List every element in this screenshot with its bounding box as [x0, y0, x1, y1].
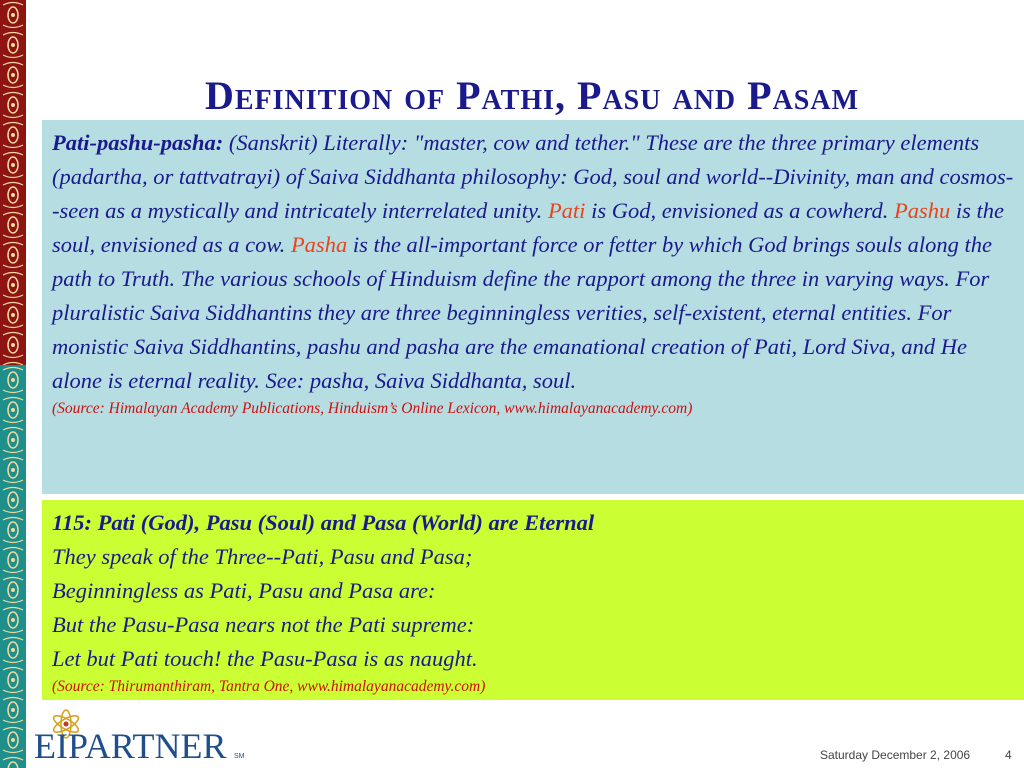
highlight-pashu: Pashu — [893, 198, 951, 223]
eipartner-logo — [32, 706, 247, 768]
definition-text-part: is the all-important force or fetter by which God brings souls along the path to Truth. The various schools of Hinduism define the rapport among the three in varying ways. For pluralistic Saiva Siddhantins they are three beginningless verities, self-existent, eternal entities. For monistic Saiva Siddhantins, pashu and pasha are the emanational creation of Pati, Lord Siva, and He alone is eternal reality. See: pasha, Saiva Siddhanta, soul. — [52, 232, 992, 393]
definition-text — [52, 126, 1014, 398]
verse-line: Beginningless as Pati, Pasu and Pasa are: — [52, 578, 436, 603]
highlight-pati: Pati — [547, 198, 586, 223]
slide-title: Definition of Pathi, Pasu and Pasam — [204, 73, 860, 118]
logo-mark: SM — [234, 753, 245, 760]
verse-source: (Source: Thirumanthiram, Tantra One, www.himalayanacademy.com) — [52, 678, 486, 695]
verse-line: Let but Pati touch! the Pasu-Pasa is as naught. — [52, 646, 478, 671]
border-pattern-icon — [0, 0, 26, 365]
decorative-border-top — [0, 0, 26, 365]
verse-text — [52, 506, 1014, 676]
definition-box — [42, 120, 1024, 494]
definition-source: (Source: Himalayan Academy Publications, Hinduism’s Online Lexicon, www.himalayanacademy.com) — [52, 400, 693, 417]
verse-box — [42, 500, 1024, 700]
highlight-pasha: Pasha — [290, 232, 348, 257]
definition-text-part: (Sanskrit) Literally: "master, cow and tether." These are the three primary elements (padartha, or tattvatrayi) of Saiva Siddhanta philosophy: God, soul and world--Divinity, man and cosmos--seen as a mystically and intricately interrelated unity. — [52, 130, 1014, 223]
footer-date: Saturday December 2, 2006 — [820, 748, 971, 762]
page-number: 4 — [1005, 748, 1012, 762]
decorative-border-bottom — [0, 365, 26, 768]
definition-text-part: is God, envisioned as a cowherd. — [585, 198, 894, 223]
definition-text-part: is the soul, envisioned as a cow. — [52, 198, 1004, 257]
verse-heading: 115: Pati (God), Pasu (Soul) and Pasa (World) are Eternal — [52, 510, 595, 535]
logo-text: EIPARTNER — [34, 726, 227, 766]
definition-term: Pati-pashu-pasha: — [52, 130, 224, 155]
border-pattern-icon — [0, 365, 26, 768]
verse-line: But the Pasu-Pasa nears not the Pati supreme: — [52, 612, 475, 637]
verse-line: They speak of the Three--Pati, Pasu and Pasa; — [52, 544, 473, 569]
